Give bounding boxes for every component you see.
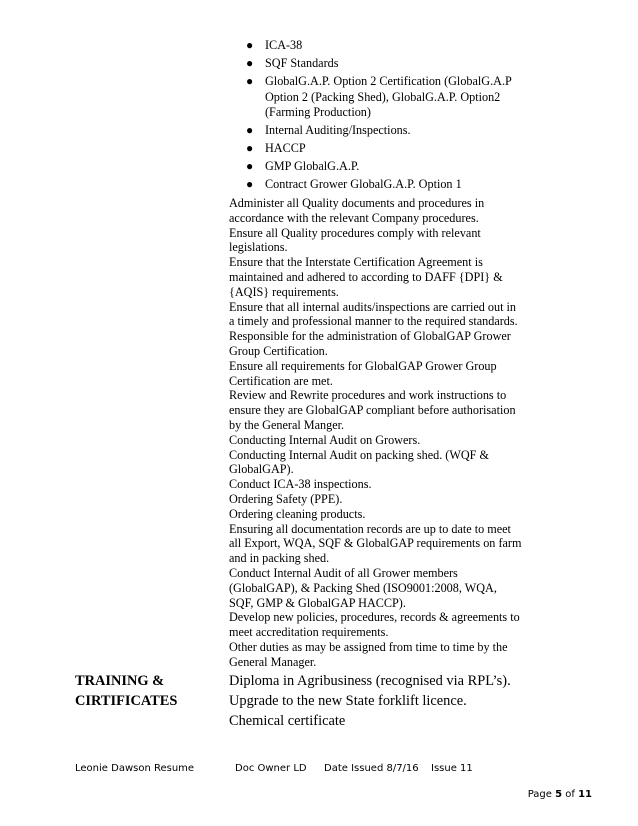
duties-paragraph xyxy=(229,196,534,670)
duty-line: SQF, GMP & GlobalGAP HACCP). xyxy=(229,595,406,610)
duty-line: legislations. xyxy=(229,240,288,255)
duty-line: Administer all Quality documents and procedures in xyxy=(229,196,485,210)
duty-line: meet accreditation requirements. xyxy=(229,625,389,640)
duty-line: Ensure all requirements for GlobalGAP Grower Group xyxy=(229,358,497,373)
heading-line: CIRTIFICATES xyxy=(75,693,178,709)
duty-line: by the General Manger. xyxy=(229,417,345,432)
duty-line: Ordering Safety (PPE). xyxy=(229,491,343,506)
page-of-label: of xyxy=(565,789,575,800)
list-item: ● GMP GlobalG.A.P. xyxy=(246,159,360,173)
duty-line: Conducting Internal Audit on Growers. xyxy=(229,432,421,447)
footer-document-name: Leonie Dawson Resume xyxy=(75,763,195,774)
training-section-heading xyxy=(75,671,215,711)
footer-doc-owner: Doc Owner LD xyxy=(235,763,307,774)
page-number xyxy=(528,788,592,802)
duty-line: all Export, WQA, SQF & GlobalGAP requirements on farm xyxy=(229,536,522,551)
list-item: ● HACCP xyxy=(246,141,306,155)
page-total: 11 xyxy=(578,789,592,800)
duty-line: Other duties as may be assigned from time to time by the xyxy=(229,639,508,654)
list-item: ● SQF Standards xyxy=(246,56,339,70)
bullet-icon: ● xyxy=(246,141,254,155)
duty-line: Certification are met. xyxy=(229,373,333,388)
duty-line: a timely and professional manner to the required standards. xyxy=(229,314,518,329)
duty-line: maintained and adhered to according to DAFF {DPI} & xyxy=(229,269,503,284)
page-footer xyxy=(75,762,595,776)
duty-line: (GlobalGAP), & Packing Shed (ISO9001:2008, WQA, xyxy=(229,580,497,595)
duty-line: ensure they are GlobalGAP compliant before authorisation xyxy=(229,403,516,418)
bullet-icon: ● xyxy=(246,74,254,88)
list-item: ● GlobalG.A.P. Option 2 Certification (GlobalG.A.P Option 2 (Packing Shed), GlobalG.A.P. Option2 (Farming Production) xyxy=(246,74,512,119)
page-current: 5 xyxy=(555,789,563,800)
training-item: Diploma in Agribusiness (recognised via RPL’s). xyxy=(229,673,511,689)
duty-line: Group Certification. xyxy=(229,343,328,358)
list-item: ● Internal Auditing/Inspections. xyxy=(246,123,411,137)
duty-line: GlobalGAP). xyxy=(229,462,294,477)
duty-line: General Manager. xyxy=(229,654,317,669)
duty-line: Conduct ICA-38 inspections. xyxy=(229,477,372,492)
duty-line: Conducting Internal Audit on packing shed. (WQF & xyxy=(229,447,489,462)
footer-date-issued: Date Issued 8/7/16 xyxy=(324,763,419,774)
duty-line: Ensure all Quality procedures comply with relevant xyxy=(229,225,481,240)
bullet-icon: ● xyxy=(246,56,254,70)
bullet-icon: ● xyxy=(246,159,254,173)
bullet-icon: ● xyxy=(246,38,254,52)
footer-issue-number: Issue 11 xyxy=(431,763,473,774)
qualification-list xyxy=(246,38,546,195)
duty-line: Ensure that the Interstate Certification Agreement is xyxy=(229,255,483,270)
duty-line: Conduct Internal Audit of all Grower members xyxy=(229,565,458,580)
bullet-icon: ● xyxy=(246,123,254,137)
heading-line: TRAINING & xyxy=(75,673,165,689)
page-label: Page xyxy=(527,789,552,800)
duty-line: {AQIS} requirements. xyxy=(229,284,339,299)
training-item: Chemical certificate xyxy=(229,713,346,729)
list-item: ● ICA-38 xyxy=(246,38,303,52)
duty-line: and in packing shed. xyxy=(229,551,330,566)
training-item: Upgrade to the new State forklift licence. xyxy=(229,693,467,709)
duty-line: Develop new policies, procedures, records & agreements to xyxy=(229,610,520,625)
list-item: ● Contract Grower GlobalG.A.P. Option 1 xyxy=(246,177,462,191)
duty-line: Responsible for the administration of GlobalGAP Grower xyxy=(229,329,511,344)
duty-line: Ordering cleaning products. xyxy=(229,506,366,521)
bullet-icon: ● xyxy=(246,177,254,191)
duty-line: Review and Rewrite procedures and work instructions to xyxy=(229,388,507,403)
training-list xyxy=(229,671,549,731)
duty-line: Ensure that all internal audits/inspections are carried out in xyxy=(229,299,516,314)
duty-line: accordance with the relevant Company procedures. xyxy=(229,210,479,225)
duty-line: Ensuring all documentation records are up to date to meet xyxy=(229,521,511,536)
